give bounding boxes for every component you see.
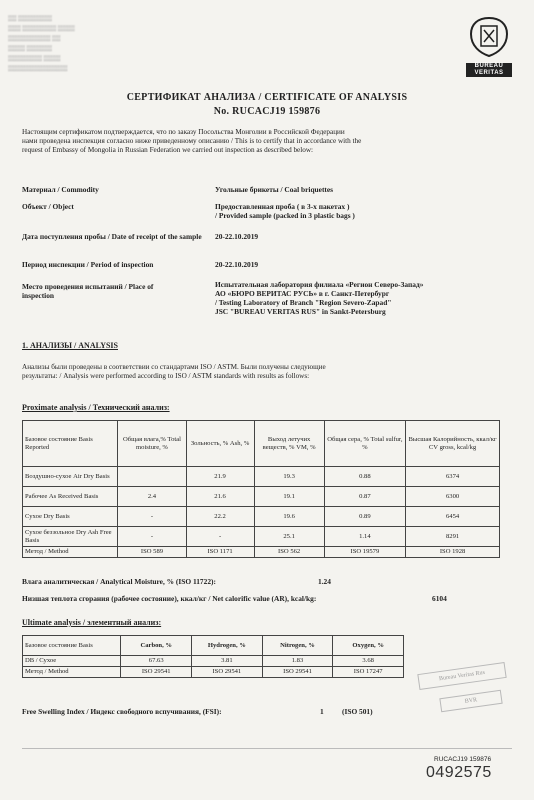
header-line: ▒▒ ▒▒▒▒▒▒▒▒ [8, 16, 53, 22]
certificate-number: No. RUCACJ19 159876 [213, 106, 321, 117]
table-row: Сухое Dry Basis - 22.2 19.6 0.89 6454 [23, 507, 500, 527]
footer-divider [22, 748, 512, 749]
header-address [8, 14, 75, 74]
header-line: ▒▒▒▒▒▒▒▒▒▒ ▒▒ [8, 36, 61, 42]
section-analysis-text: Анализы были проведены в соответствии со стандартами ISO / ASTM. Были получены следующие результаты: / Analysis were performed according to ISO / ASTM standards with results as follows: [22, 363, 326, 380]
table-row: DB / Сухое 67.63 3.81 1.83 3.68 [23, 656, 404, 667]
header-line: ▒▒▒▒▒▒▒▒▒▒▒▒▒▒ [8, 66, 68, 72]
table-header: Зольность, % Ash, % [186, 421, 254, 467]
ultimate-table [22, 635, 404, 678]
field-label-inspection-period: Период инспекции / Period of inspection [22, 260, 154, 269]
proximate-table [22, 420, 500, 558]
footer-reference: RUCACJ19 159876 [434, 756, 492, 763]
analytical-moisture-value: 1.24 [318, 577, 331, 586]
field-value-inspection-period: 20-22.10.2019 [215, 260, 259, 269]
table-row: Воздушно-сухое Air Dry Basis 21.9 19.3 0.88 6374 [23, 467, 500, 487]
header-line: ▒▒▒▒ ▒▒▒▒▒▒ [8, 46, 53, 52]
table-header: Выход летучих веществ, % VM, % [254, 421, 324, 467]
table-header: Базовое состояние Basis [23, 636, 121, 656]
fsi-value: 1 [320, 707, 324, 716]
table-header: Общая влага,% Total moisture, % [118, 421, 186, 467]
field-label-object: Объект / Object [22, 202, 74, 211]
field-value-object: Предоставленная проба ( в 3-х пакетах ) / Provided sample (packed in 3 plastic bags ) [215, 202, 355, 220]
bureau-veritas-logo [466, 16, 512, 74]
certificate-title: СЕРТИФИКАТ АНАЛИЗА / CERTIFICATE OF ANALYSIS [126, 92, 408, 103]
proximate-heading: Proximate analysis / Технический анализ: [22, 403, 170, 412]
section-analysis-heading: 1. АНАЛИЗЫ / ANALYSIS [22, 341, 118, 350]
logo-wordmark: BUREAU VERITAS [466, 63, 512, 77]
header-line: ▒▒▒ ▒▒▒▒▒▒▒▒ ▒▒▒▒ [8, 26, 75, 32]
company-stamp: Bureau Veritas Rus [417, 662, 506, 690]
table-header: Базовое состояние Basis Reported [23, 421, 118, 467]
fsi-method: (ISO 501) [342, 707, 373, 716]
field-value-receipt-date: 20-22.10.2019 [215, 232, 259, 241]
shield-icon [466, 16, 512, 58]
field-label-receipt-date: Дата поступления пробы / Date of receipt of the sample [22, 232, 202, 241]
field-label-place: Место проведения испытаний / Place of inspection [22, 282, 154, 300]
table-row: Метод / Method ISO 589 ISO 1171 ISO 562 ISO 19579 ISO 1928 [23, 547, 500, 558]
intro-paragraph: Настоящим сертификатом подтверждается, что по заказу Посольства Монголии в Российской Федерации нами проведена инспекция согласно ниже приведенному описанию / This is to certify that in accordance with the request of Embassy of Mongolia in Russian Federation we carried out inspection as described below: [22, 128, 362, 154]
field-label-commodity: Материал / Commodity [22, 185, 99, 194]
net-calorific-label: Низшая теплота сгорания (рабочее состояние), ккал/кг / Net calorific value (AR), kcal/kg: [22, 594, 317, 603]
table-row: Сухое беззольное Dry Ash Free Basis - - 25.1 1.14 8291 [23, 527, 500, 547]
table-header: Высшая Калорийность, ккал/кг CV gross, kcal/kg [406, 421, 500, 467]
table-header: Nitrogen, % [262, 636, 333, 656]
fsi-label: Free Swelling Index / Индекс свободного вспучивания, (FSI): [22, 707, 222, 716]
table-row: Рабочее As Received Basis 2.4 21.6 19.1 0.87 6300 [23, 487, 500, 507]
table-header: Carbon, % [121, 636, 192, 656]
net-calorific-value: 6104 [432, 594, 447, 603]
analytical-moisture-label: Влага аналитическая / Analytical Moisture, % (ISO 11722): [22, 577, 216, 586]
table-row: Метод / Method ISO 29541 ISO 29541 ISO 29541 ISO 17247 [23, 667, 404, 678]
header-line: ▒▒▒▒▒▒▒▒ ▒▒▒▒ [8, 56, 61, 62]
field-value-commodity: Угольные брикеты / Coal briquettes [215, 185, 334, 194]
serial-number: 0492575 [426, 764, 492, 781]
company-stamp: BVR [439, 690, 502, 712]
table-header: Hydrogen, % [192, 636, 263, 656]
table-header: Oxygen, % [333, 636, 404, 656]
ultimate-heading: Ultimate analysis / элементный анализ: [22, 618, 162, 627]
table-header: Общая сера, % Total sulfur, % [324, 421, 406, 467]
field-value-place: Испытательная лаборатория филиала «Регион Северо-Запад» АО «БЮРО ВЕРИТАС РУСЬ» в г. Санкт-Петербург / Testing Laboratory of Branch "Region Severo-Zapad" JSC "BUREAU VERITAS RUS" in Sankt-Petersburg [215, 280, 424, 316]
